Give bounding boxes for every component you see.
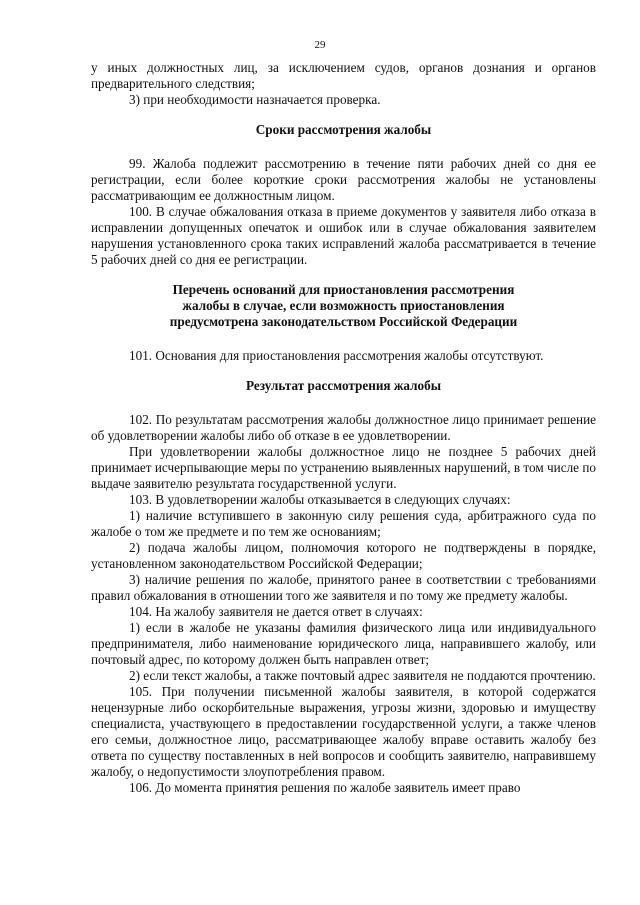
paragraph: 104. На жалобу заявителя не дается ответ в случаях: (129, 604, 423, 619)
document-body (91, 60, 596, 796)
paragraph: 3) при необходимости назначается проверка. (129, 92, 381, 107)
paragraph: 105. При получении письменной жалобы заявителя, в которой содержатся нецензурные либо оскорбительные выражения, угрозы жизни, здоровью и имуществу специалиста, участвующего в предоставлении государственной услуги, а также членов его семьи, должностное лицо, рассматривающее жалобу вправе оставить жалобу без ответа по существу поставленных в ней вопросов и сообщить заявителю, направившему жалобу, о недопустимости злоупотребления правом. (91, 684, 596, 779)
paragraph: 3) наличие решения по жалобе, принятого ранее в соответствии с требованиями правил обжалования в отношении того же заявителя и по тому же предмету жалобы. (91, 572, 596, 603)
section-heading-line: предусмотрена законодательством Российской Федерации (169, 314, 518, 329)
page-number: 29 (314, 39, 326, 51)
paragraph: 106. До момента принятия решения по жалобе заявитель имеет право (129, 780, 521, 795)
section-heading-line: жалобы в случае, если возможность приостановления (182, 298, 505, 313)
paragraph: 1) если в жалобе не указаны фамилия физического лица или индивидуального предпринимателя, либо наименование юридического лица, направившего жалобу, или почтовый адрес, по которому должен быть направлен ответ; (91, 620, 596, 667)
paragraph: 103. В удовлетворении жалобы отказывается в следующих случаях: (129, 492, 511, 507)
section-heading-line: Перечень оснований для приостановления рассмотрения (172, 282, 515, 297)
paragraph: 1) наличие вступившего в законную силу решения суда, арбитражного суда по жалобе о том же предмете и по тем же основаниям; (91, 508, 596, 539)
paragraph: 2) подача жалобы лицом, полномочия которого не подтверждены в порядке, установленном законодательством Российской Федерации; (91, 540, 596, 571)
section-heading-line: Сроки рассмотрения жалобы (255, 122, 432, 137)
section-heading (91, 282, 596, 330)
paragraph: у иных должностных лиц, за исключением судов, органов дознания и органов предварительного следствия; (91, 60, 596, 91)
paragraph: 100. В случае обжалования отказа в приеме документов у заявителя либо отказа в исправлении допущенных опечаток и ошибок или в случае обжалования заявителем нарушения установленного срока таких исправлений жалоба рассматривается в течение 5 рабочих дней со дня ее регистрации. (91, 204, 596, 267)
paragraph: При удовлетворении жалобы должностное лицо не позднее 5 рабочих дней принимает исчерпывающие меры по устранению выявленных нарушений, в том числе по выдаче заявителю результата государственной услуги. (91, 444, 596, 491)
paragraph: 102. По результатам рассмотрения жалобы должностное лицо принимает решение об удовлетворении жалобы либо об отказе в ее удовлетворении. (91, 412, 596, 443)
section-heading (91, 378, 596, 394)
paragraph: 99. Жалоба подлежит рассмотрению в течение пяти рабочих дней со дня ее регистрации, если более короткие сроки рассмотрения жалобы не установлены рассматривающим ее должностным лицом. (91, 156, 596, 203)
section-heading-line: Результат рассмотрения жалобы (245, 378, 442, 393)
section-heading (91, 122, 596, 138)
paragraph: 2) если текст жалобы, а также почтовый адрес заявителя не поддаются прочтению. (129, 668, 596, 683)
paragraph: 101. Основания для приостановления рассмотрения жалобы отсутствуют. (129, 348, 544, 363)
